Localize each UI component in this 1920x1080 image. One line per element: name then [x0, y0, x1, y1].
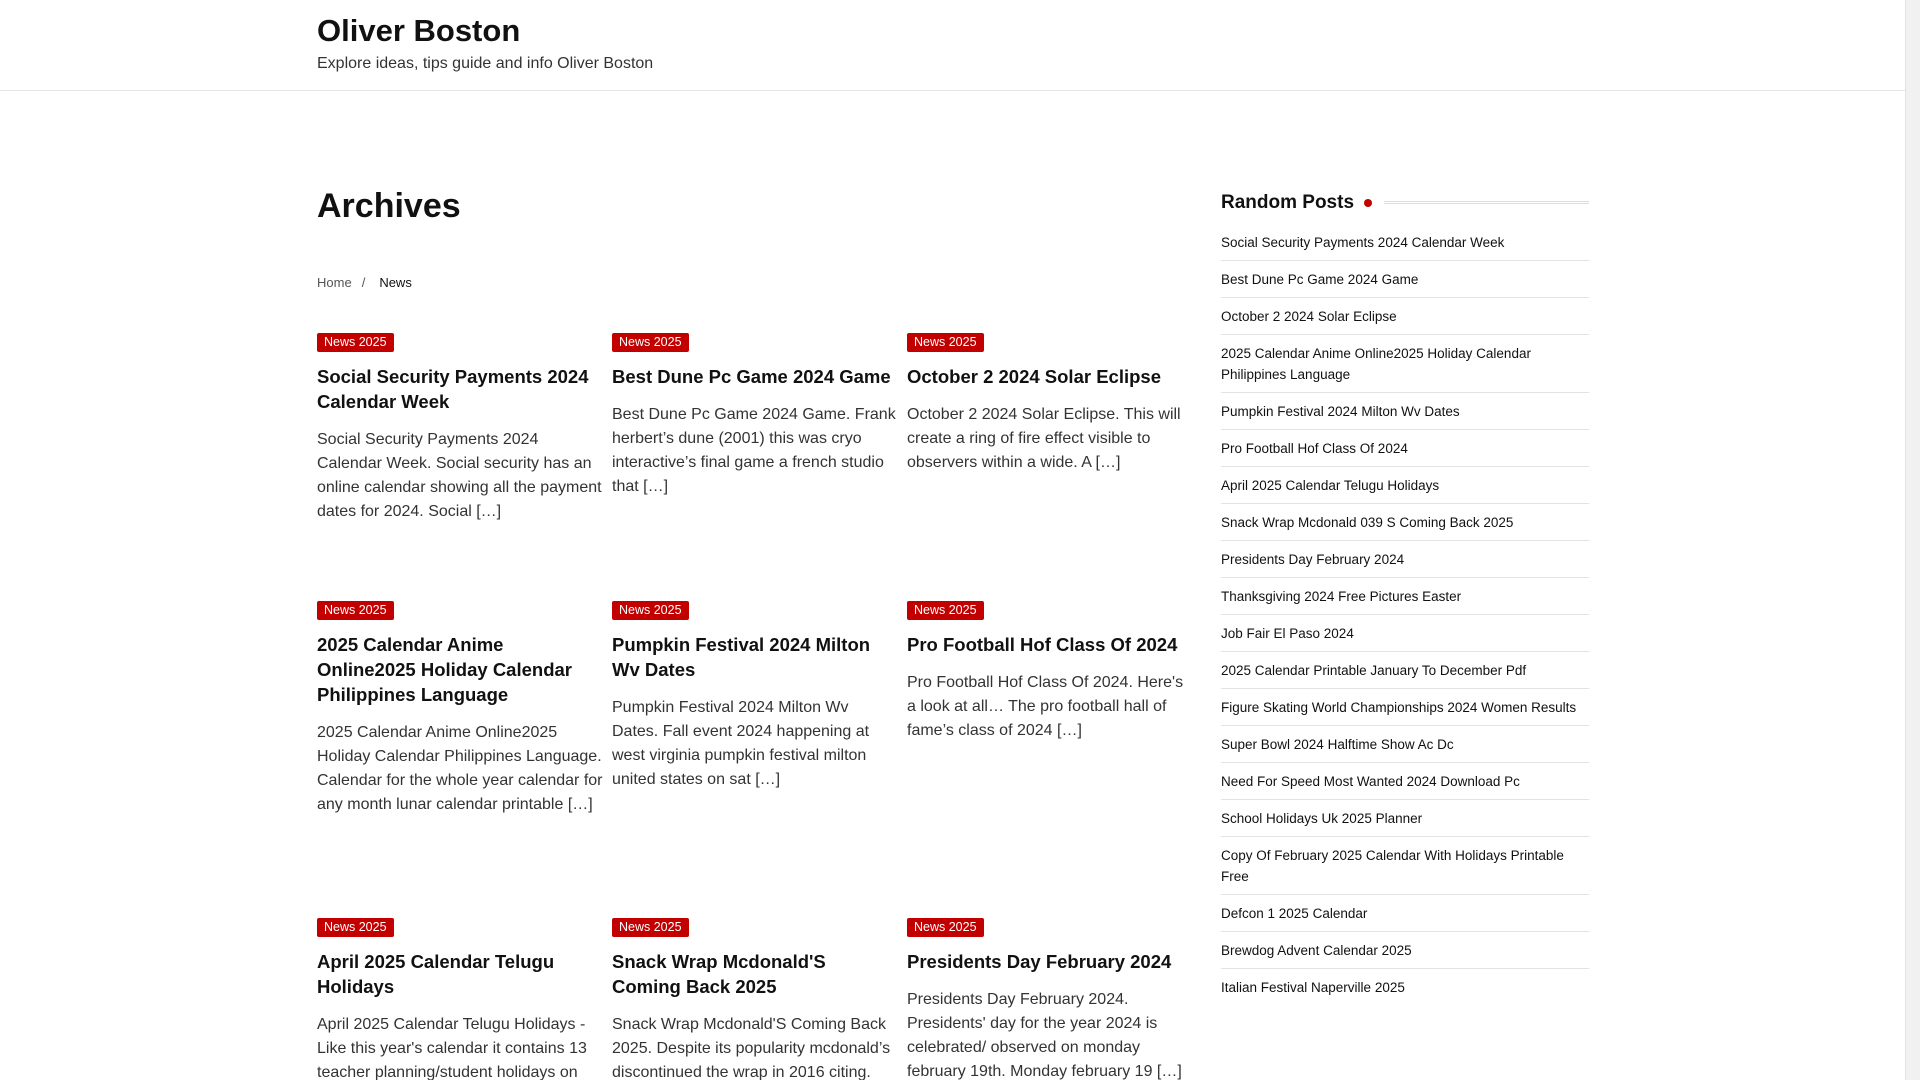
- category-badge[interactable]: News 2025: [907, 918, 984, 937]
- random-post-link[interactable]: Presidents Day February 2024: [1221, 541, 1589, 578]
- widget-heading: [1221, 190, 1589, 216]
- widget-title: Random Posts: [1221, 192, 1355, 213]
- post-title-link[interactable]: Pumpkin Festival 2024 Milton Wv Dates: [612, 634, 871, 680]
- page-scrollbar[interactable]: [1905, 0, 1920, 1080]
- random-post-link[interactable]: Need For Speed Most Wanted 2024 Download Pc: [1221, 763, 1589, 800]
- breadcrumb: [317, 275, 412, 290]
- category-badge[interactable]: News 2025: [612, 918, 689, 937]
- category-badge[interactable]: News 2025: [907, 601, 984, 620]
- random-post-link[interactable]: Brewdog Advent Calendar 2025: [1221, 932, 1589, 969]
- post-card: [612, 601, 898, 792]
- page-title: Archives: [317, 187, 461, 225]
- category-badge[interactable]: News 2025: [317, 333, 394, 352]
- post-card: [317, 918, 603, 1080]
- breadcrumb-separator: /: [361, 275, 366, 290]
- post-excerpt: Pro Football Hof Class Of 2024. Here's a look at all… The pro football hall of fame’s class of 2024 […]: [907, 674, 1184, 739]
- post-card: [612, 333, 898, 499]
- heading-dot-icon: [1364, 199, 1372, 207]
- random-post-link[interactable]: October 2 2024 Solar Eclipse: [1221, 298, 1589, 335]
- post-card: [907, 918, 1193, 1080]
- random-post-link[interactable]: Pro Football Hof Class Of 2024: [1221, 430, 1589, 467]
- post-excerpt: Pumpkin Festival 2024 Milton Wv Dates. Fall event 2024 happening at west virginia pumpkin festival milton united states on sat […]: [612, 699, 870, 788]
- post-excerpt: April 2025 Calendar Telugu Holidays - Like this year's calendar it contains 13 teacher planning/student holidays on: [317, 1016, 587, 1080]
- post-card: [317, 333, 603, 524]
- category-badge[interactable]: News 2025: [317, 918, 394, 937]
- post-title-link[interactable]: Best Dune Pc Game 2024 Game: [612, 366, 891, 387]
- post-card: [907, 333, 1193, 475]
- post-title-link[interactable]: 2025 Calendar Anime Online2025 Holiday Calendar Philippines Language: [317, 634, 572, 705]
- random-post-link[interactable]: 2025 Calendar Printable January To December Pdf: [1221, 652, 1589, 689]
- site-header: [0, 0, 1905, 91]
- random-post-link[interactable]: Job Fair El Paso 2024: [1221, 615, 1589, 652]
- random-post-link[interactable]: Copy Of February 2025 Calendar With Holidays Printable Free: [1221, 837, 1589, 895]
- breadcrumb-home-link[interactable]: Home: [317, 275, 352, 290]
- random-post-link[interactable]: Pumpkin Festival 2024 Milton Wv Dates: [1221, 393, 1589, 430]
- site-description: Explore ideas, tips guide and info Oliver Boston: [317, 55, 654, 72]
- post-title-link[interactable]: Snack Wrap Mcdonald'S Coming Back 2025: [612, 951, 826, 997]
- post-excerpt: Presidents Day February 2024. Presidents' day for the year 2024 is celebrated/ observed on monday february 19th. Monday february 19 […]: [907, 991, 1182, 1080]
- category-badge[interactable]: News 2025: [612, 601, 689, 620]
- random-posts-list: [1221, 224, 1589, 1005]
- post-excerpt: October 2 2024 Solar Eclipse. This will create a ring of fire effect visible to observers within a wide. A […]: [907, 406, 1181, 471]
- category-badge[interactable]: News 2025: [612, 333, 689, 352]
- random-post-link[interactable]: 2025 Calendar Anime Online2025 Holiday Calendar Philippines Language: [1221, 335, 1589, 393]
- random-post-link[interactable]: Defcon 1 2025 Calendar: [1221, 895, 1589, 932]
- post-excerpt: Best Dune Pc Game 2024 Game. Frank herbert’s dune (2001) this was cryo interactive’s final game a french studio that […]: [612, 406, 896, 495]
- post-card: [907, 601, 1193, 743]
- post-title-link[interactable]: Presidents Day February 2024: [907, 951, 1172, 972]
- random-post-link[interactable]: School Holidays Uk 2025 Planner: [1221, 800, 1589, 837]
- random-post-link[interactable]: April 2025 Calendar Telugu Holidays: [1221, 467, 1589, 504]
- post-card: [317, 601, 603, 817]
- category-badge[interactable]: News 2025: [907, 333, 984, 352]
- site-title-link[interactable]: Oliver Boston: [317, 13, 521, 48]
- random-post-link[interactable]: Social Security Payments 2024 Calendar Week: [1221, 224, 1589, 261]
- post-title-link[interactable]: April 2025 Calendar Telugu Holidays: [317, 951, 555, 997]
- random-post-link[interactable]: Italian Festival Naperville 2025: [1221, 980, 1405, 995]
- breadcrumb-current: News: [379, 275, 412, 290]
- post-title-link[interactable]: Pro Football Hof Class Of 2024: [907, 634, 1178, 655]
- heading-rule: [1384, 201, 1589, 205]
- post-title-link[interactable]: Social Security Payments 2024 Calendar Week: [317, 366, 589, 412]
- random-post-link[interactable]: Snack Wrap Mcdonald 039 S Coming Back 2025: [1221, 504, 1589, 541]
- post-title-link[interactable]: October 2 2024 Solar Eclipse: [907, 366, 1161, 387]
- category-badge[interactable]: News 2025: [317, 601, 394, 620]
- random-posts-widget: [1221, 190, 1589, 1005]
- post-excerpt: Social Security Payments 2024 Calendar Week. Social security has an online calendar showing all the payment dates for 2024. Social […]: [317, 431, 602, 520]
- random-post-link[interactable]: Best Dune Pc Game 2024 Game: [1221, 261, 1589, 298]
- post-excerpt: Snack Wrap Mcdonald'S Coming Back 2025. Despite its popularity mcdonald’s discontinued the wrap in 2016 citing.: [612, 1016, 891, 1080]
- random-post-link[interactable]: Super Bowl 2024 Halftime Show Ac Dc: [1221, 726, 1589, 763]
- random-post-link[interactable]: Thanksgiving 2024 Free Pictures Easter: [1221, 578, 1589, 615]
- post-card: [612, 918, 898, 1080]
- random-post-link[interactable]: Figure Skating World Championships 2024 Women Results: [1221, 689, 1589, 726]
- post-excerpt: 2025 Calendar Anime Online2025 Holiday Calendar Philippines Language. Calendar for the whole year calendar for any month lunar calendar printable […]: [317, 724, 603, 813]
